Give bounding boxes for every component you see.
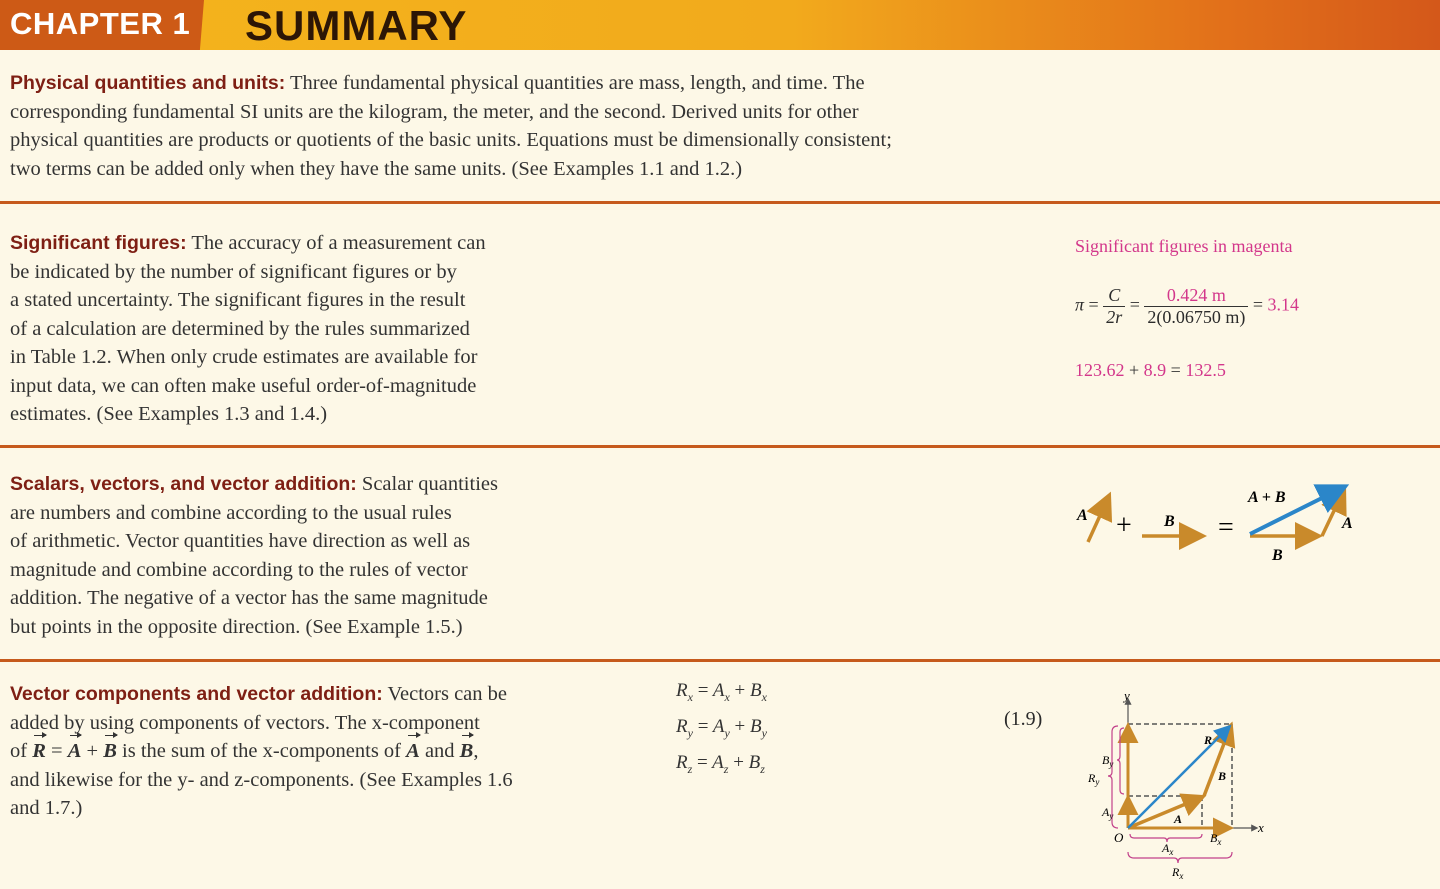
equals-sign: = [1129, 294, 1140, 315]
pi-result: 3.14 [1267, 294, 1300, 315]
vector-a-label: A [1077, 507, 1088, 524]
section-significant-figures [10, 229, 570, 429]
resultant-label: A + B [1248, 489, 1286, 506]
equation-x: $R_x = A_x + B_x$ [676, 680, 767, 704]
section-heading: Vector components and vector addition: [10, 683, 383, 705]
fraction-numerator: C [1103, 285, 1125, 307]
chapter-banner [0, 0, 1440, 50]
chapter-label: CHAPTER 1 [10, 6, 191, 41]
vector-a-arrow [1088, 498, 1108, 542]
vector-addition-diagram [1060, 470, 1380, 570]
bx-label: $B_x$ [1210, 831, 1222, 847]
paragraph-line: corresponding fundamental SI units are the kilogram, the meter, and the second. Derived units for other [10, 100, 859, 123]
equation-y: $R_y = A_y + B_y$ [676, 715, 767, 740]
section-scalars-vectors [10, 470, 590, 641]
paragraph-line: The accuracy of a measurement can [186, 232, 486, 254]
section-physical-quantities [10, 69, 1040, 183]
section-divider [0, 445, 1440, 448]
paragraph-line: in Table 1.2. When only crude estimates are available for [10, 346, 478, 368]
paragraph-line: of R = A + B is the sum of the x-components of A and B, [10, 740, 478, 762]
paragraph-line: added by using components of vectors. The x-component [10, 711, 480, 734]
vector-b-label: B [1218, 769, 1227, 783]
sigfig-caption: Significant figures in magenta [1075, 236, 1293, 256]
paragraph-line: addition. The negative of a vector has the same magnitude [10, 587, 488, 609]
vector-a-label: A [1342, 515, 1353, 532]
paragraph-line: a stated uncertainty. The significant figures in the result [10, 289, 466, 311]
paragraph-line: input data, we can often make useful order-of-magnitude [10, 374, 477, 397]
vector-b-label: B [1164, 513, 1175, 530]
paragraph-line: physical quantities are products or quotients of the basic units. Equations must be dimensionally consistent; [10, 129, 892, 151]
section-vector-components [10, 680, 610, 823]
sigfig-numerator: 0.424 m [1166, 285, 1226, 305]
fraction-numerator [1144, 285, 1248, 307]
paragraph-line: Scalar quantities [356, 473, 498, 495]
sum-term-a: 123.62 [1075, 360, 1125, 380]
paragraph-line: of a calculation are determined by the rules summarized [10, 317, 470, 340]
paragraph-line: estimates. (See Examples 1.3 and 1.4.) [10, 403, 328, 425]
vector-b-label: B [1272, 547, 1283, 564]
fraction-c-over-2r [1103, 285, 1125, 328]
by-brace [1117, 728, 1124, 794]
section-heading: Scalars, vectors, and vector addition: [10, 473, 357, 495]
equals-sign: = [1218, 512, 1234, 543]
vector-r-label: R [1204, 733, 1213, 747]
paragraph-line: Vectors can be [382, 683, 507, 705]
plus-sign: + [1116, 510, 1132, 541]
ay-label: $A_y$ [1102, 805, 1114, 821]
page-title: SUMMARY [245, 2, 468, 49]
ax-label: $A_x$ [1162, 841, 1174, 857]
section-divider [0, 659, 1440, 662]
component-equations [676, 676, 767, 783]
section-heading: Physical quantities and units: [10, 72, 286, 94]
equation-z: $R_z = A_z + B_z$ [676, 751, 765, 776]
equals-sign: = [1252, 294, 1264, 315]
by-label: $B_y$ [1102, 753, 1114, 769]
sum-term-b: 8.9 [1143, 360, 1167, 380]
equation-number: (1.9) [1004, 708, 1043, 730]
sigfig-denominator: 2(0.06750 m) [1147, 307, 1246, 327]
paragraph-line: Three fundamental physical quantities are mass, length, and time. The [285, 72, 865, 94]
origin-label: O [1114, 830, 1124, 845]
pi-symbol: π [1075, 294, 1085, 315]
paragraph-line: be indicated by the number of significant figures or by [10, 260, 457, 283]
paragraph-line: and likewise for the y- and z-components. (See Examples 1.6 [10, 768, 513, 791]
paragraph-line: of arithmetic. Vector quantities have direction as well as [10, 530, 471, 552]
ry-label: $R_y$ [1088, 771, 1100, 787]
section-heading: Significant figures: [10, 232, 187, 254]
vector-a-arrow [1128, 798, 1200, 828]
plus-sign: + [1129, 360, 1140, 380]
paragraph-line: and 1.7.) [10, 797, 83, 819]
equals-sign: = [1088, 294, 1099, 315]
y-axis-label: y [1124, 688, 1130, 703]
rx-brace [1128, 852, 1232, 863]
vector-a-label: A [1174, 812, 1183, 826]
fraction-denominator: 2r [1106, 307, 1123, 327]
paragraph-line: magnitude and combine according to the rules of vector [10, 558, 468, 581]
equals-sign: = [1170, 360, 1181, 380]
fraction-values [1144, 285, 1248, 328]
paragraph-line: two terms can be added only when they have the same units. (See Examples 1.1 and 1.2.) [10, 157, 743, 180]
x-axis-label: x [1258, 820, 1264, 835]
rx-label: $R_x$ [1172, 865, 1184, 881]
fraction-denominator [1144, 307, 1248, 328]
paragraph-line: but points in the opposite direction. (See Example 1.5.) [10, 615, 463, 638]
vector-components-diagram [1060, 688, 1280, 884]
sum-equation [1075, 360, 1226, 381]
section-divider [0, 201, 1440, 204]
pi-equation [1075, 285, 1299, 328]
paragraph-line: are numbers and combine according to the usual rules [10, 501, 452, 524]
sum-result: 132.5 [1185, 360, 1226, 380]
